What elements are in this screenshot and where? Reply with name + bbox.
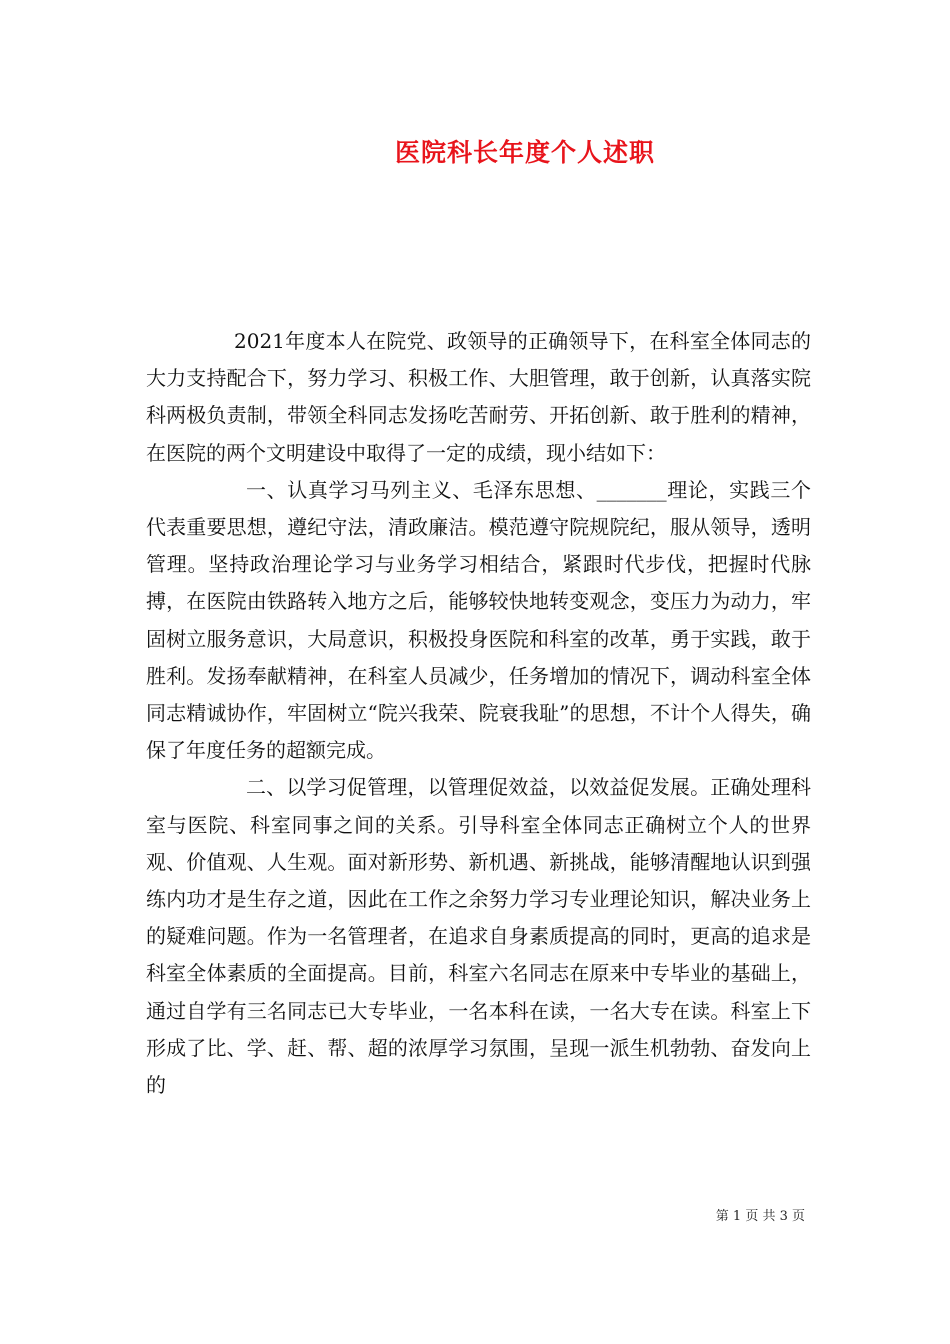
section-two-paragraph: 二、以学习促管理，以管理促效益，以效益促发展。正确处理科室与医院、科室同事之间的关系。引导科室全体同志正确树立个人的世界观、价值观、人生观。面对新形势、新机遇、新挑战，能够清醒地认识到强练内功才是生存之道，因此在工作之余努力学习专业理论知识，解决业务上的疑难问题。作为一名管理者，在追求自身素质提高的同时，更高的追求是科室全体素质的全面提高。目前，科室六名同志在原来中专毕业的基础上，通过自学有三名同志已大专毕业，一名本科在读，一名大专在读。科室上下形成了比、学、赶、帮、超的浓厚学习氛围，呈现一派生机勃勃、奋发向上的 (146, 775, 811, 1098)
document-title: 医院科长年度个人述职 (394, 138, 655, 167)
section-one-paragraph: 一、认真学习马列主义、毛泽东思想、_______理论，实践三个代表重要思想，遵纪守法，清政廉洁。模范遵守院规院纪，服从领导，透明管理。坚持政治理论学习与业务学习相结合，紧跟时代步伐，把握时代脉搏，在医院由铁路转入地方之后，能够较快地转变观念，变压力为动力，牢固树立服务意识，大局意识，积极投身医院和科室的改革，勇于实践，敢于胜利。发扬奉献精神，在科室人员减少，任务增加的情况下，调动科室全体同志精诚协作，牢固树立“院兴我荣、院衰我耻”的思想，不计个人得失，确保了年度任务的超额完成。 (146, 477, 811, 763)
page-number: 第 1 页 共 3 页 (715, 1209, 805, 1224)
document-body (146, 323, 811, 1104)
intro-paragraph: 2021年度本人在院党、政领导的正确领导下，在科室全体同志的大力支持配合下，努力学习、积极工作、大胆管理，敢于创新，认真落实院科两极负责制，带领全科同志发扬吃苦耐劳、开拓创新、敢于胜利的精神，在医院的两个文明建设中取得了一定的成绩，现小结如下： (146, 329, 811, 465)
